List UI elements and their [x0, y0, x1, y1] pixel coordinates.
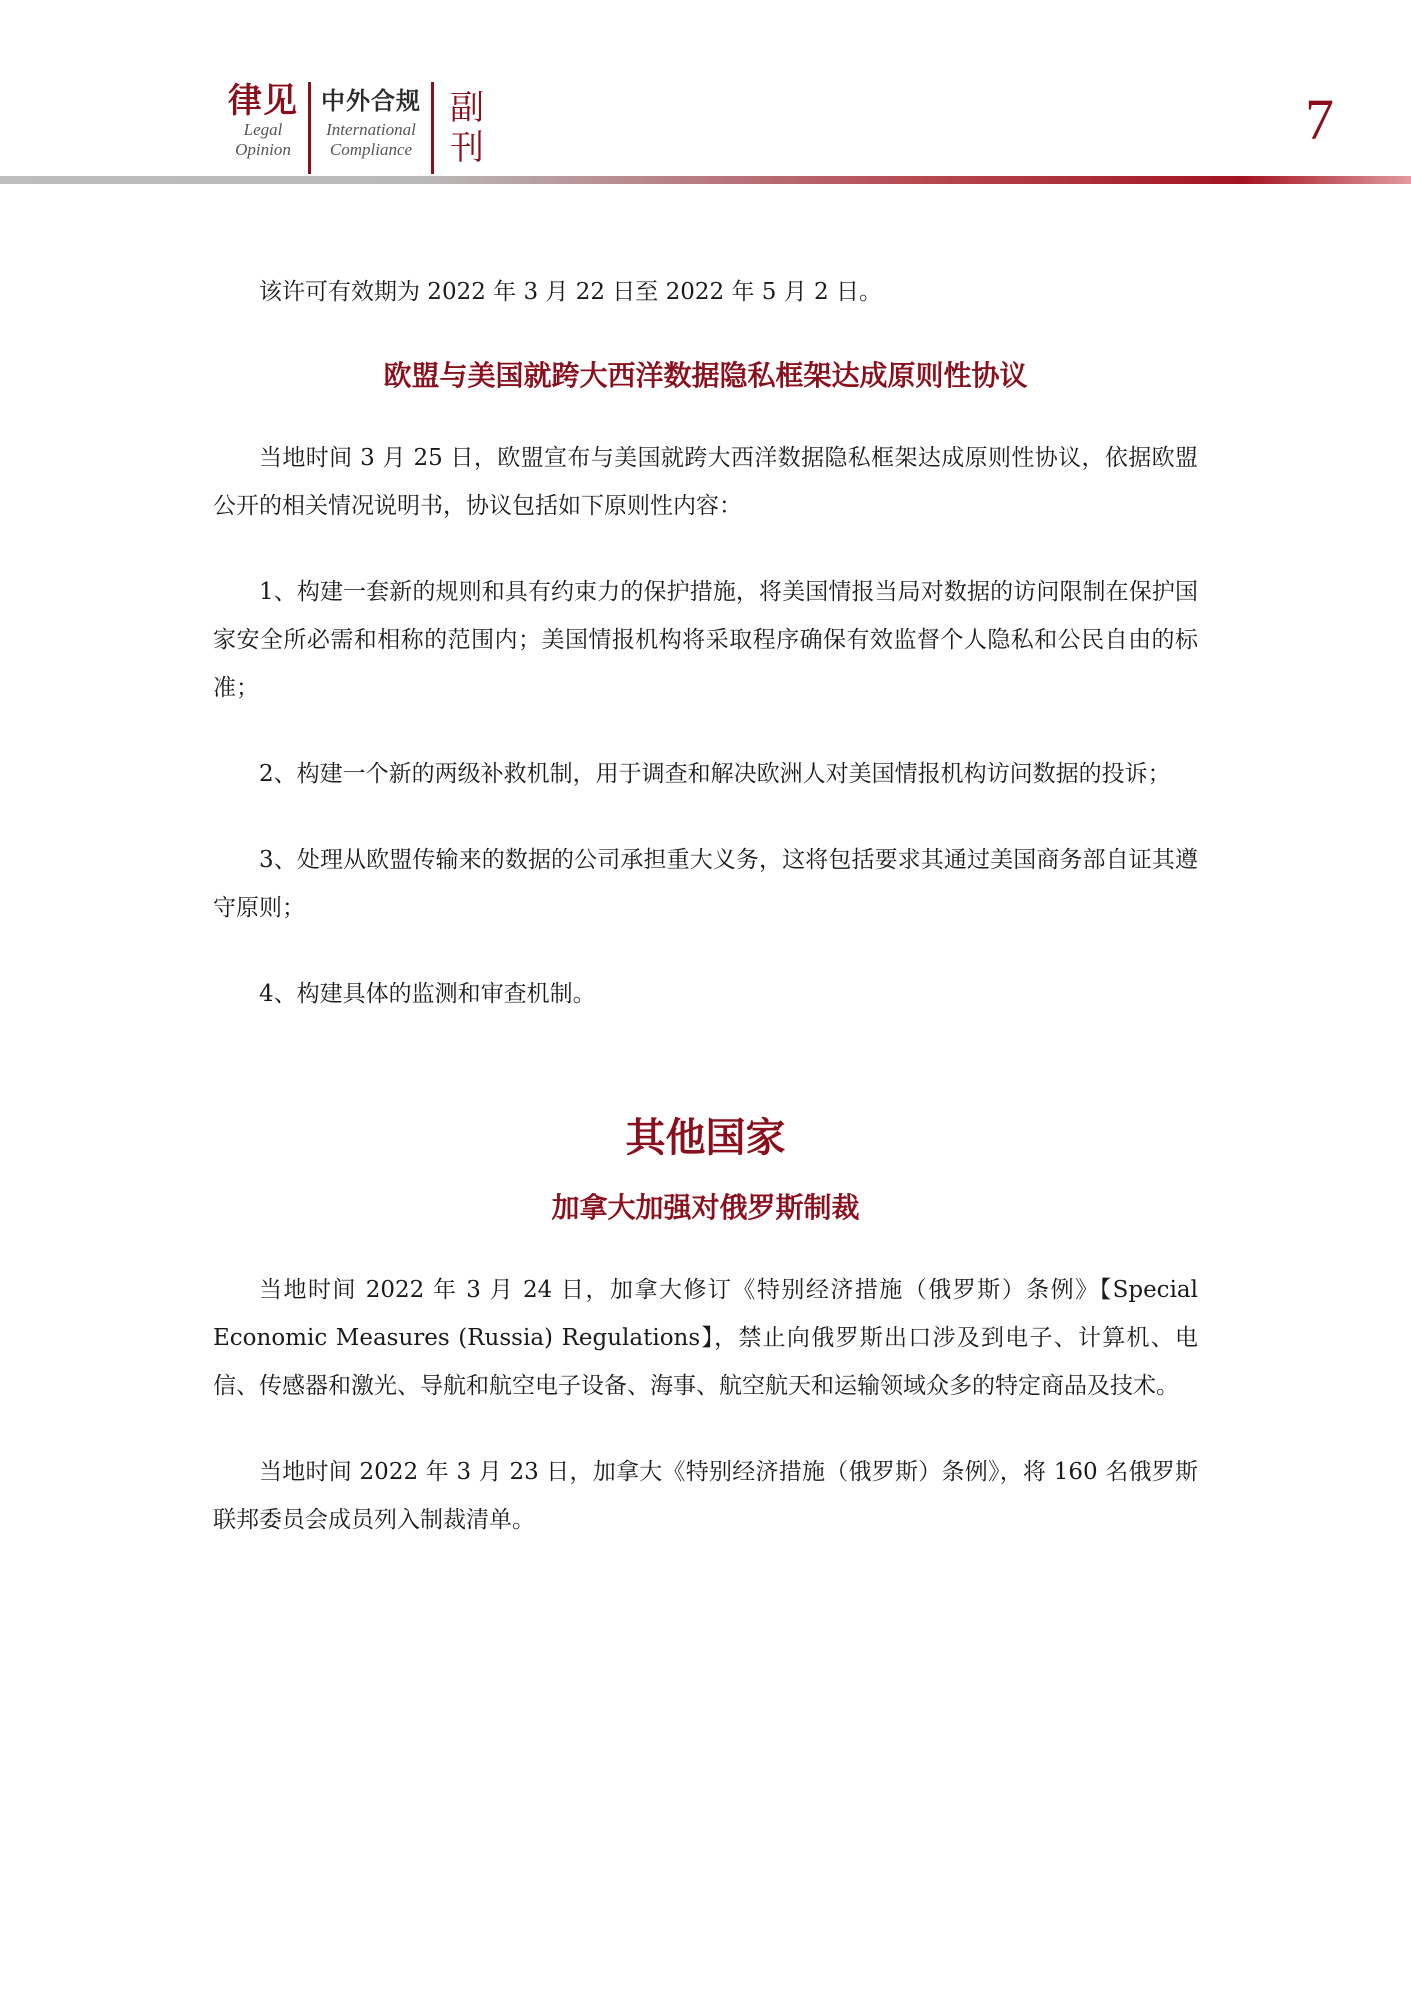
logo-cn-mid: 中外合规	[321, 87, 421, 115]
section1-item-3: 3、处理从欧盟传输来的数据的公司承担重大义务，这将包括要求其通过美国商务部自证其遵守原则；	[213, 847, 1198, 921]
logo-international-compliance	[321, 82, 421, 174]
intro-paragraph: 该许可有效期为 2022 年 3 月 22 日至 2022 年 5 月 2 日。	[259, 279, 882, 305]
logo-en-left-1: Legal	[243, 120, 283, 139]
page-number: 7	[1305, 87, 1334, 152]
section2-paragraph-1: 当地时间 2022 年 3 月 24 日，加拿大修订《特别经济措施（俄罗斯）条例》【Special Economic Measures (Russia) Regulations】，禁止向俄罗斯出口涉及到电子、计算机、电信、传感器和激光、导航和航空电子设备、海事、航空航天和运输领域众多的特定商品及技术。	[213, 1277, 1198, 1399]
section1-item-2: 2、构建一个新的两级补救机制，用于调查和解决欧洲人对美国情报机构访问数据的投诉；	[259, 761, 1171, 787]
logo-divider	[431, 82, 434, 174]
logo-en-mid-2: Compliance	[329, 140, 413, 159]
logo-en-left-2: Opinion	[235, 140, 291, 159]
section1-item-1: 1、构建一套新的规则和具有约束力的保护措施，将美国情报当局对数据的访问限制在保护国家安全所必需和相称的范围内；美国情报机构将采取程序确保有效监督个人隐私和公民自由的标准；	[213, 579, 1198, 701]
logo-supplement	[450, 82, 484, 174]
section1-paragraph: 当地时间 3 月 25 日，欧盟宣布与美国就跨大西洋数据隐私框架达成原则性协议，依据欧盟公开的相关情况说明书，协议包括如下原则性内容：	[213, 445, 1198, 519]
logo-divider	[308, 82, 311, 174]
logo-cn-left: 律见	[228, 81, 298, 121]
logo-vertical-2: 刊	[450, 128, 484, 168]
logo-legal-opinion	[228, 82, 298, 174]
section2-paragraph-2: 当地时间 2022 年 3 月 23 日，加拿大《特别经济措施（俄罗斯）条例》，将 160 名俄罗斯联邦委员会成员列入制裁清单。	[213, 1459, 1198, 1533]
section-title-eu-us: 欧盟与美国就跨大西洋数据隐私框架达成原则性协议	[383, 359, 1028, 392]
page-body	[213, 268, 1198, 1582]
section-title-canada: 加拿大加强对俄罗斯制裁	[551, 1191, 860, 1224]
header-divider	[0, 176, 1411, 184]
page-header	[0, 0, 1411, 190]
logo-en-mid-1: International	[326, 120, 416, 139]
logo-vertical-1: 副	[450, 88, 484, 128]
region-title-other-countries: 其他国家	[625, 1115, 786, 1161]
section1-item-4: 4、构建具体的监测和审查机制。	[259, 981, 596, 1007]
publication-logo	[228, 82, 484, 174]
